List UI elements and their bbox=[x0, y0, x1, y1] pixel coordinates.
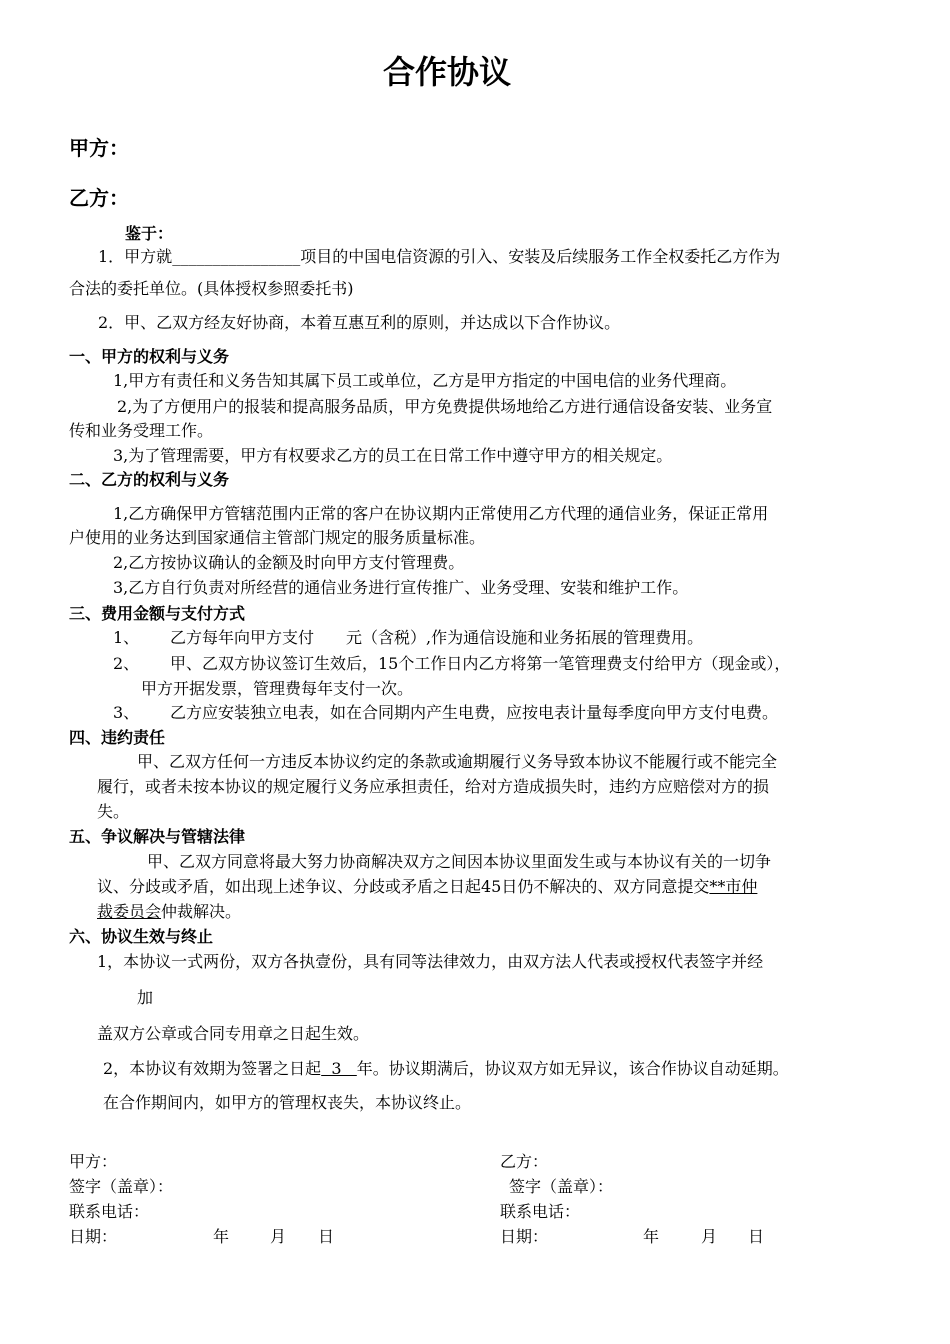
sign-a-party: 甲方： bbox=[69, 1152, 118, 1171]
section-3-clause-2-line-1: 甲、乙双方协议签订生效后，15个工作日内乙方将第一笔管理费支付给甲方（现金或）， bbox=[170, 654, 791, 673]
section-1-clause-3: 3,为了管理需要，甲方有权要求乙方的员工在日常工作中遵守甲方的相关规定。 bbox=[113, 446, 673, 465]
section-3-clause-1-number: 1、 bbox=[113, 628, 140, 647]
recital-1-post: 项目的中国电信资源的引入、安装及后续服务工作全权委托乙方作为 bbox=[300, 247, 781, 266]
sign-b-day: 日 bbox=[748, 1227, 765, 1246]
section-6-clause-2 bbox=[103, 1059, 789, 1079]
section-4-line-3: 失。 bbox=[97, 802, 130, 821]
section-1-clause-1: 1,甲方有责任和义务告知其属下员工或单位，乙方是甲方指定的中国电信的业务代理商。 bbox=[113, 371, 737, 390]
sign-b-date: 日期： bbox=[500, 1227, 549, 1246]
arbitration-commission-part-1: **市仲 bbox=[709, 877, 758, 896]
section-5-line-3 bbox=[97, 902, 241, 922]
section-6-clause-1-line-1: 1，本协议一式两份，双方各执壹份，具有同等法律效力，由双方法人代表或授权代表签字并经 bbox=[97, 952, 764, 971]
sign-a-year: 年 bbox=[213, 1227, 230, 1246]
sign-a-date: 日期： bbox=[69, 1227, 118, 1246]
section-6-clause-3: 在合作期间内，如甲方的管理权丧失，本协议终止。 bbox=[103, 1093, 472, 1112]
section-1-clause-2-line-2: 传和业务受理工作。 bbox=[69, 421, 214, 440]
section-3-clause-2-line-2: 甲方开据发票，管理费每年支付一次。 bbox=[141, 679, 414, 698]
section-6-clause-1-line-3: 盖双方公章或合同专用章之日起生效。 bbox=[97, 1024, 370, 1043]
section-1-clause-2-line-1: 2,为了方便用户的报装和提高服务品质，甲方免费提供场地给乙方进行通信设备安装、业务宣 bbox=[117, 397, 773, 416]
sign-b-signature: 签字（盖章）： bbox=[509, 1177, 614, 1196]
section-3-heading: 三、费用金额与支付方式 bbox=[69, 604, 246, 623]
section-4-line-2: 履行，或者未按本协议的规定履行义务应承担责任，给对方造成损失时，违约方应赔偿对方的损 bbox=[97, 777, 770, 796]
section-6-clause-2-pre: 2，本协议有效期为签署之日起 bbox=[103, 1059, 322, 1078]
validity-years: 3 bbox=[321, 1059, 357, 1078]
section-5-line-2-text: 议、分歧或矛盾，如出现上述争议、分歧或矛盾之日起45日仍不解决的、双方同意提交 bbox=[97, 877, 710, 896]
party-b-label: 乙方： bbox=[69, 186, 129, 210]
section-3-clause-3-number: 3、 bbox=[113, 703, 140, 722]
sign-a-month: 月 bbox=[270, 1227, 287, 1246]
section-5-heading: 五、争议解决与管辖法律 bbox=[69, 827, 246, 846]
section-4-line-1: 甲、乙双方任何一方违反本协议约定的条款或逾期履行义务导致本协议不能履行或不能完全 bbox=[137, 752, 778, 771]
recital-1-pre: 1．甲方就 bbox=[98, 247, 173, 266]
recital-1-line-1 bbox=[98, 247, 780, 267]
section-2-heading: 二、乙方的权利与义务 bbox=[69, 470, 230, 489]
section-6-heading: 六、协议生效与终止 bbox=[69, 927, 214, 946]
section-5-line-3-text: 仲裁解决。 bbox=[161, 902, 242, 921]
section-3-clause-2-number: 2、 bbox=[113, 654, 140, 673]
party-a-label: 甲方： bbox=[69, 136, 129, 160]
section-4-heading: 四、违约责任 bbox=[69, 728, 166, 747]
section-2-clause-2: 2,乙方按协议确认的金额及时向甲方支付管理费。 bbox=[113, 553, 465, 572]
section-1-heading: 一、甲方的权利与义务 bbox=[69, 347, 230, 366]
project-blank: ________________ bbox=[172, 247, 301, 266]
sign-b-year: 年 bbox=[643, 1227, 660, 1246]
sign-a-signature: 签字（盖章）： bbox=[69, 1177, 174, 1196]
section-2-clause-1-line-2: 户使用的业务达到国家通信主管部门规定的服务质量标准。 bbox=[69, 528, 486, 547]
whereas-label: 鉴于： bbox=[125, 224, 174, 243]
section-5-line-2 bbox=[97, 877, 757, 897]
recital-1-line-2: 合法的委托单位。(具体授权参照委托书) bbox=[69, 279, 354, 298]
section-5-line-1: 甲、乙双方同意将最大努力协商解决双方之间因本协议里面发生或与本协议有关的一切争 bbox=[147, 852, 772, 871]
section-3-clause-3: 乙方应安装独立电表，如在合同期内产生电费，应按电表计量每季度向甲方支付电费。 bbox=[170, 703, 779, 722]
sign-a-phone: 联系电话： bbox=[69, 1202, 150, 1221]
sign-b-party: 乙方： bbox=[500, 1152, 549, 1171]
arbitration-commission-part-2: 裁委员会 bbox=[97, 902, 162, 921]
document-title: 合作协议 bbox=[383, 53, 512, 91]
sign-b-phone: 联系电话： bbox=[500, 1202, 581, 1221]
sign-b-month: 月 bbox=[701, 1227, 718, 1246]
section-2-clause-1-line-1: 1,乙方确保甲方管辖范围内正常的客户在协议期内正常使用乙方代理的通信业务，保证正常用 bbox=[113, 504, 769, 523]
section-6-clause-2-post: 年。协议期满后，协议双方如无异议，该合作协议自动延期。 bbox=[356, 1059, 789, 1078]
section-3-clause-1: 乙方每年向甲方支付 元（含税）,作为通信设施和业务拓展的管理费用。 bbox=[170, 628, 704, 647]
sign-a-day: 日 bbox=[318, 1227, 335, 1246]
section-6-clause-1-line-2: 加 bbox=[137, 988, 154, 1007]
section-2-clause-3: 3,乙方自行负责对所经营的通信业务进行宣传推广、业务受理、安装和维护工作。 bbox=[113, 578, 689, 597]
recital-2: 2．甲、乙双方经友好协商，本着互惠互利的原则，并达成以下合作协议。 bbox=[98, 313, 621, 332]
